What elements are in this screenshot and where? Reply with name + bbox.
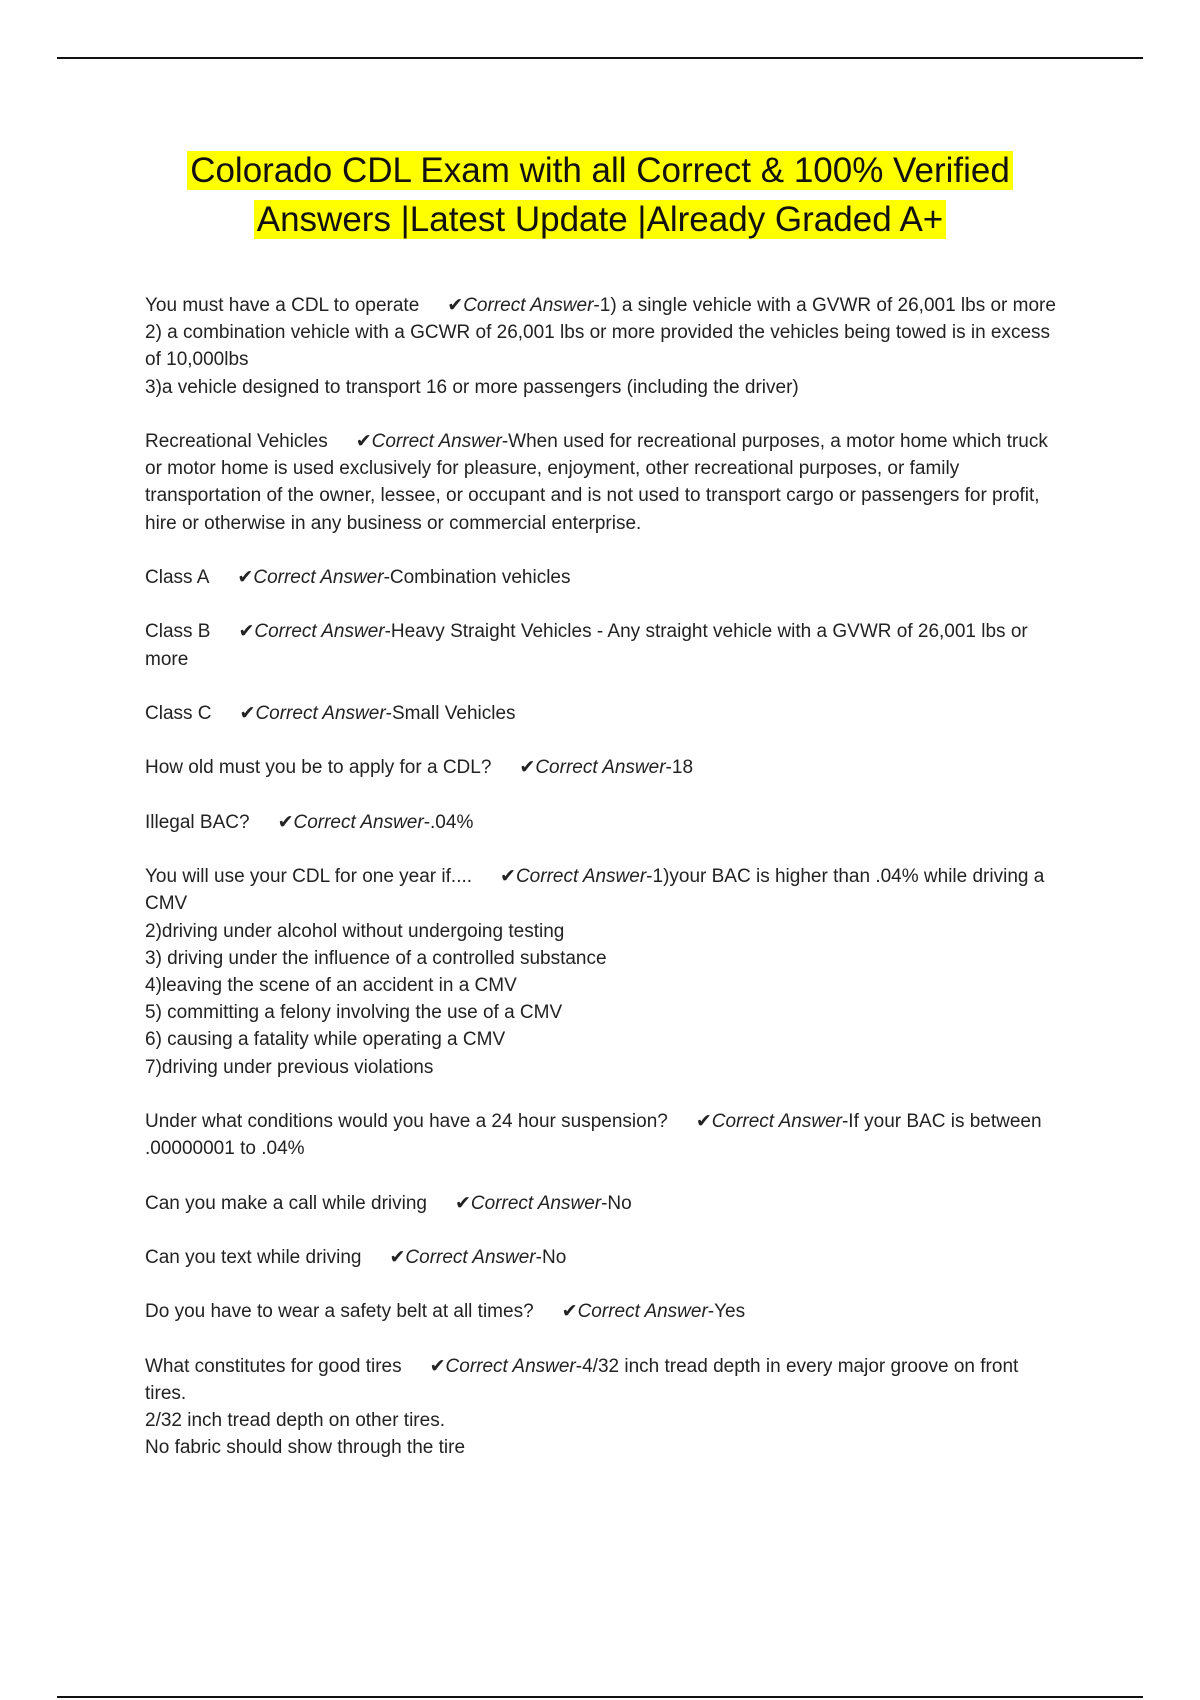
answer-text: -Heavy Straight Vehicles - Any straight vehicle with a GVWR of 26,001 lbs or more: [145, 621, 1028, 670]
question-text: How old must you be to apply for a CDL?: [145, 757, 492, 779]
qa-item: [145, 1244, 1060, 1271]
qa-item: [145, 292, 1060, 401]
qa-item: [145, 564, 1060, 591]
document-title: [100, 146, 1100, 244]
qa-list: [145, 292, 1060, 1489]
correct-answer-label: Correct Answer: [445, 1355, 576, 1377]
answer-line: 2)driving under alcohol without undergoing testing: [145, 920, 565, 942]
question-text: What constitutes for good tires: [145, 1355, 402, 1377]
question-text: Under what conditions would you have a 24 hour suspension?: [145, 1110, 668, 1132]
answer-text: -1) a single vehicle with a GVWR of 26,001 lbs or more: [593, 295, 1056, 316]
qa-item: [145, 1298, 1060, 1325]
question-text: Class C: [145, 702, 212, 724]
qa-item: [145, 1353, 1060, 1462]
answer-text: -.04%: [423, 811, 474, 833]
answer-text: -Yes: [707, 1301, 746, 1323]
answer-text: -18: [665, 757, 694, 779]
answer-text: -If your BAC is between .00000001 to .04%: [145, 1110, 1042, 1160]
correct-answer-label: Correct Answer: [711, 1110, 842, 1132]
qa-item: [145, 700, 1060, 727]
question-text: Can you make a call while driving: [145, 1192, 427, 1214]
answer-text: -4/32 inch tread depth in every major groove on front tires.: [145, 1355, 1019, 1404]
title-line-2: Answers |Latest Update |Already Graded A+: [254, 200, 946, 239]
correct-answer-label: Correct Answer: [293, 811, 424, 833]
check-mark-icon: ✔: [389, 1246, 406, 1268]
correct-answer-label: Correct Answer: [577, 1301, 708, 1323]
check-mark-icon: ✔: [237, 567, 254, 588]
answer-line: 7)driving under previous violations: [145, 1056, 434, 1078]
correct-answer-label: Correct Answer: [254, 621, 385, 643]
answer-text: -Small Vehicles: [385, 702, 516, 724]
question-text: You must have a CDL to operate: [145, 295, 420, 316]
bottom-rule: [57, 1696, 1143, 1698]
question-text: Can you text while driving: [145, 1246, 362, 1268]
correct-answer-label: Correct Answer: [255, 702, 386, 724]
answer-line: 4)leaving the scene of an accident in a CMV: [145, 974, 517, 996]
check-mark-icon: ✔: [454, 1192, 471, 1214]
answer-text: -When used for recreational purposes, a motor home which truck or motor home is used exclusively for pleasure, enjoyment, other recreational purposes, or family transportation of the owner, lessee, or occupant and is not used to transport cargo or passengers for profit, hire or otherwise in any business or commercial enterprise.: [145, 431, 1048, 534]
check-mark-icon: ✔: [561, 1301, 578, 1323]
check-mark-icon: ✔: [695, 1110, 712, 1132]
question-text: Illegal BAC?: [145, 811, 250, 833]
top-rule: [57, 57, 1143, 59]
check-mark-icon: ✔: [355, 431, 372, 452]
qa-item: [145, 618, 1060, 672]
check-mark-icon: ✔: [238, 621, 255, 643]
check-mark-icon: ✔: [239, 702, 256, 724]
check-mark-icon: ✔: [277, 811, 294, 833]
question-text: Class A: [145, 567, 210, 588]
qa-item: [145, 754, 1060, 781]
answer-text: -No: [601, 1192, 632, 1214]
question-text: Class B: [145, 621, 211, 643]
correct-answer-label: Correct Answer: [535, 757, 666, 779]
check-mark-icon: ✔: [500, 866, 516, 888]
check-mark-icon: ✔: [519, 757, 536, 779]
check-mark-icon: ✔: [447, 295, 464, 316]
correct-answer-label: Correct Answer: [405, 1246, 536, 1268]
correct-answer-label: Correct Answer: [253, 567, 384, 588]
answer-line: 6) causing a fatality while operating a CMV: [145, 1029, 506, 1051]
qa-item: [145, 428, 1060, 537]
qa-item: [145, 863, 1060, 1081]
answer-text: -No: [535, 1246, 567, 1268]
correct-answer-label: Correct Answer: [515, 866, 647, 888]
answer-text: -Combination vehicles: [383, 567, 571, 588]
question-text: Recreational Vehicles: [145, 431, 328, 452]
answer-line: 2) a combination vehicle with a GCWR of 26,001 lbs or more provided the vehicles being towed is in excess of 10,000lbs: [145, 322, 1051, 371]
answer-line: 5) committing a felony involving the use of a CMV: [145, 1002, 563, 1024]
title-line-1: Colorado CDL Exam with all Correct & 100% Verified: [187, 151, 1013, 190]
qa-item: [145, 1190, 1060, 1217]
qa-item: [145, 809, 1060, 836]
answer-line: No fabric should show through the tire: [145, 1437, 466, 1459]
correct-answer-label: Correct Answer: [371, 431, 502, 452]
answer-text: -1)your BAC is higher than .04% while driving a CMV: [145, 866, 1045, 915]
question-text: Do you have to wear a safety belt at all times?: [145, 1301, 534, 1323]
answer-line: 3)a vehicle designed to transport 16 or more passengers (including the driver): [145, 376, 799, 398]
answer-line: 3) driving under the influence of a controlled substance: [145, 947, 607, 969]
correct-answer-label: Correct Answer: [470, 1192, 602, 1214]
answer-line: 2/32 inch tread depth on other tires.: [145, 1410, 445, 1432]
question-text: You will use your CDL for one year if....: [145, 866, 473, 888]
check-mark-icon: ✔: [429, 1355, 446, 1377]
qa-item: [145, 1108, 1060, 1162]
correct-answer-label: Correct Answer: [463, 295, 594, 316]
